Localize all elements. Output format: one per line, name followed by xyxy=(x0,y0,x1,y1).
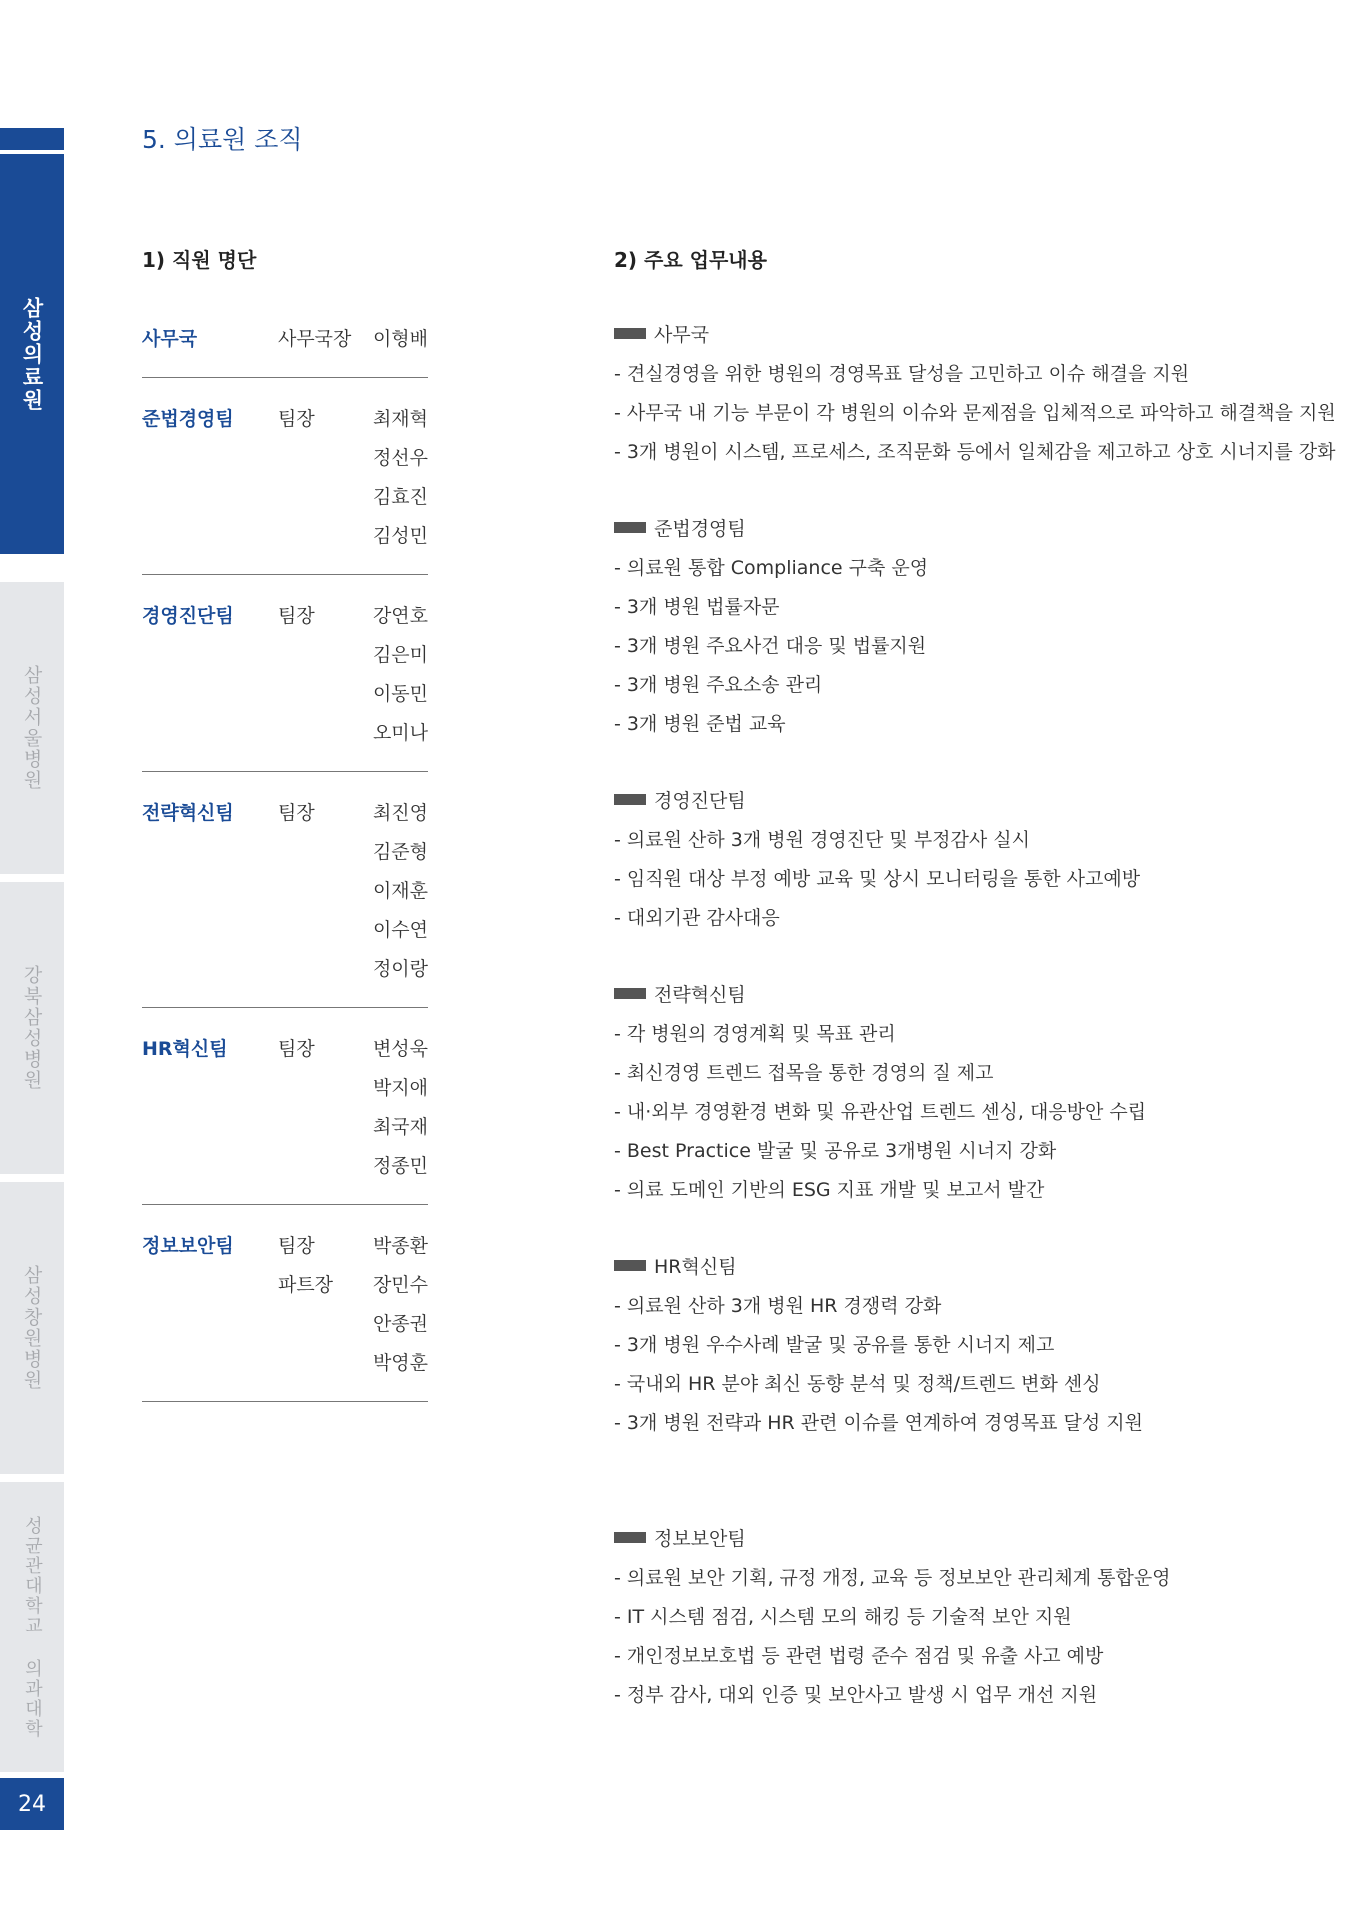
team-row xyxy=(142,1342,428,1381)
team-name: 경영진단팀 xyxy=(142,605,234,627)
duty-item: - 대외기관 감사대응 xyxy=(614,907,780,929)
duty-heading-label: 전략혁신팀 xyxy=(654,984,746,1006)
team-row xyxy=(142,634,428,673)
team-role: 사무국장 xyxy=(277,328,352,350)
duty-item: - 임직원 대상 부정 예방 교육 및 상시 모니터링을 통한 사고예방 xyxy=(614,868,1141,890)
duty-heading xyxy=(614,1246,1314,1285)
team-row xyxy=(142,515,428,554)
tab-samsung-seoul-hospital[interactable] xyxy=(0,582,64,874)
team-row xyxy=(142,831,428,870)
team-row xyxy=(142,1145,428,1184)
heading-bar-icon xyxy=(614,1260,646,1271)
team-row xyxy=(142,792,428,831)
duty-heading-label: 정보보안팀 xyxy=(654,1528,746,1550)
team-member: 박종환 xyxy=(372,1235,429,1257)
duty-item: - 견실경영을 위한 병원의 경영목표 달성을 고민하고 이슈 해결을 지원 xyxy=(614,363,1190,385)
duty-heading xyxy=(614,314,1314,353)
team-member: 박지애 xyxy=(372,1077,429,1099)
roster-title: 1) 직원 명단 xyxy=(142,248,257,272)
tab-samsung-medical-center[interactable] xyxy=(0,154,64,554)
team-name: 사무국 xyxy=(142,328,198,350)
tab-label: 성균관대학교 의과대학 xyxy=(22,1515,43,1739)
team-name: 정보보안팀 xyxy=(142,1235,234,1257)
tab-label: 삼성의료원 xyxy=(20,296,44,412)
duties-title: 2) 주요 업무내용 xyxy=(614,248,767,272)
duty-heading-label: 사무국 xyxy=(654,324,710,346)
team-block xyxy=(142,318,428,378)
duty-item: - 최신경영 트렌드 접목을 통한 경영의 질 제고 xyxy=(614,1062,994,1084)
duty-item: - 3개 병원 전략과 HR 관련 이슈를 연계하여 경영목표 달성 지원 xyxy=(614,1412,1143,1434)
duty-item: - 국내외 HR 분야 최신 동향 분석 및 정책/트렌드 변화 센싱 xyxy=(614,1373,1101,1395)
staff-roster xyxy=(142,318,428,1402)
team-member: 김성민 xyxy=(372,525,429,547)
duty-item: - 3개 병원 주요사건 대응 및 법률지원 xyxy=(614,635,927,657)
team-block xyxy=(142,595,428,772)
team-role: 팀장 xyxy=(277,408,315,430)
duty-item: - 의료원 통합 Compliance 구축 운영 xyxy=(614,557,929,579)
duty-heading-label: 경영진단팀 xyxy=(654,790,746,812)
team-member: 김준형 xyxy=(372,841,429,863)
heading-bar-icon xyxy=(614,1532,646,1543)
team-member: 정이랑 xyxy=(372,958,429,980)
team-block xyxy=(142,1225,428,1402)
team-row xyxy=(142,712,428,751)
team-row xyxy=(142,1225,428,1264)
team-role: 팀장 xyxy=(277,605,315,627)
team-member: 강연호 xyxy=(372,605,429,627)
page-number: 24 xyxy=(0,1778,64,1830)
heading-bar-icon xyxy=(614,328,646,339)
team-row xyxy=(142,673,428,712)
duty-heading xyxy=(614,780,1314,819)
team-role: 파트장 xyxy=(277,1274,334,1296)
duty-item: - 사무국 내 기능 부문이 각 병원의 이슈와 문제점을 입체적으로 파악하고 해결책을 지원 xyxy=(614,402,1336,424)
team-row xyxy=(142,1264,428,1303)
team-row xyxy=(142,595,428,634)
tab-label: 강북삼성병원 xyxy=(20,965,43,1091)
team-role: 팀장 xyxy=(277,802,315,824)
team-row xyxy=(142,476,428,515)
duty-item: - 3개 병원 주요소송 관리 xyxy=(614,674,823,696)
duty-heading xyxy=(614,508,1314,547)
duty-item: - 의료원 보안 기획, 규정 개정, 교육 등 정보보안 관리체계 통합운영 xyxy=(614,1567,1171,1589)
team-member: 변성욱 xyxy=(372,1038,429,1060)
team-member: 안종권 xyxy=(372,1313,429,1335)
side-tabs xyxy=(0,0,64,1920)
team-name: HR혁신팀 xyxy=(142,1038,228,1060)
duty-block xyxy=(614,508,1314,742)
team-role: 팀장 xyxy=(277,1235,315,1257)
team-member: 최진영 xyxy=(372,802,429,824)
team-member: 정종민 xyxy=(372,1155,429,1177)
team-member: 이형배 xyxy=(372,328,429,350)
team-row xyxy=(142,1028,428,1067)
team-block xyxy=(142,398,428,575)
team-row xyxy=(142,1303,428,1342)
team-member: 김효진 xyxy=(372,486,429,508)
tab-label: 삼성창원병원 xyxy=(20,1265,43,1391)
team-row xyxy=(142,1106,428,1145)
team-member: 오미나 xyxy=(372,722,429,744)
duty-item: - 의료원 산하 3개 병원 경영진단 및 부정감사 실시 xyxy=(614,829,1030,851)
team-member: 최국재 xyxy=(372,1116,429,1138)
duty-block xyxy=(614,780,1314,936)
duty-item: - 각 병원의 경영계획 및 목표 관리 xyxy=(614,1023,896,1045)
duty-heading-label: HR혁신팀 xyxy=(654,1256,737,1278)
tab-samsung-changwon-hospital[interactable] xyxy=(0,1182,64,1474)
team-row xyxy=(142,909,428,948)
tab-label: 삼성서울병원 xyxy=(20,665,43,791)
heading-bar-icon xyxy=(614,988,646,999)
duty-item: - Best Practice 발굴 및 공유로 3개병원 시너지 강화 xyxy=(614,1140,1057,1162)
duty-block xyxy=(614,314,1336,470)
tab-kangbuk-samsung-hospital[interactable] xyxy=(0,882,64,1174)
duty-item: - 개인정보보호법 등 관련 법령 준수 점검 및 유출 사고 예방 xyxy=(614,1645,1104,1667)
team-member: 장민수 xyxy=(372,1274,429,1296)
team-row xyxy=(142,948,428,987)
tab-skku-medicine[interactable] xyxy=(0,1482,64,1772)
duty-item: - 3개 병원 우수사례 발굴 및 공유를 통한 시너지 제고 xyxy=(614,1334,1055,1356)
section-title: 5. 의료원 조직 xyxy=(142,125,303,154)
team-member: 이수연 xyxy=(372,919,429,941)
team-row xyxy=(142,437,428,476)
team-role: 팀장 xyxy=(277,1038,315,1060)
duty-item: - 내·외부 경영환경 변화 및 유관산업 트렌드 센싱, 대응방안 수립 xyxy=(614,1101,1147,1123)
team-block xyxy=(142,792,428,1008)
duty-item: - 의료 도메인 기반의 ESG 지표 개발 및 보고서 발간 xyxy=(614,1179,1045,1201)
team-member: 박영훈 xyxy=(372,1352,429,1374)
team-row xyxy=(142,870,428,909)
heading-bar-icon xyxy=(614,522,646,533)
duty-item: - 의료원 산하 3개 병원 HR 경쟁력 강화 xyxy=(614,1295,942,1317)
team-name: 전략혁신팀 xyxy=(142,802,234,824)
team-row xyxy=(142,318,428,357)
duty-item: - 3개 병원이 시스템, 프로세스, 조직문화 등에서 일체감을 제고하고 상호 시너지를 강화 xyxy=(614,441,1336,463)
duties-list xyxy=(614,314,1336,1751)
duty-item: - 정부 감사, 대외 인증 및 보안사고 발생 시 업무 개선 지원 xyxy=(614,1684,1098,1706)
team-row xyxy=(142,1067,428,1106)
duty-block xyxy=(614,1518,1314,1713)
team-member: 최재혁 xyxy=(372,408,429,430)
team-name: 준법경영팀 xyxy=(142,408,234,430)
duty-block xyxy=(614,1246,1314,1441)
tab-accent-bar xyxy=(0,128,64,150)
duty-heading xyxy=(614,1518,1314,1557)
duty-heading xyxy=(614,974,1314,1013)
team-block xyxy=(142,1028,428,1205)
team-member: 김은미 xyxy=(372,644,429,666)
team-member: 이재훈 xyxy=(372,880,429,902)
duty-heading-label: 준법경영팀 xyxy=(654,518,746,540)
duty-item: - IT 시스템 점검, 시스템 모의 해킹 등 기술적 보안 지원 xyxy=(614,1606,1072,1628)
duty-block xyxy=(614,974,1314,1208)
duty-item: - 3개 병원 준법 교육 xyxy=(614,713,786,735)
team-row xyxy=(142,398,428,437)
team-member: 정선우 xyxy=(372,447,429,469)
duty-item: - 3개 병원 법률자문 xyxy=(614,596,780,618)
team-member: 이동민 xyxy=(372,683,429,705)
heading-bar-icon xyxy=(614,794,646,805)
